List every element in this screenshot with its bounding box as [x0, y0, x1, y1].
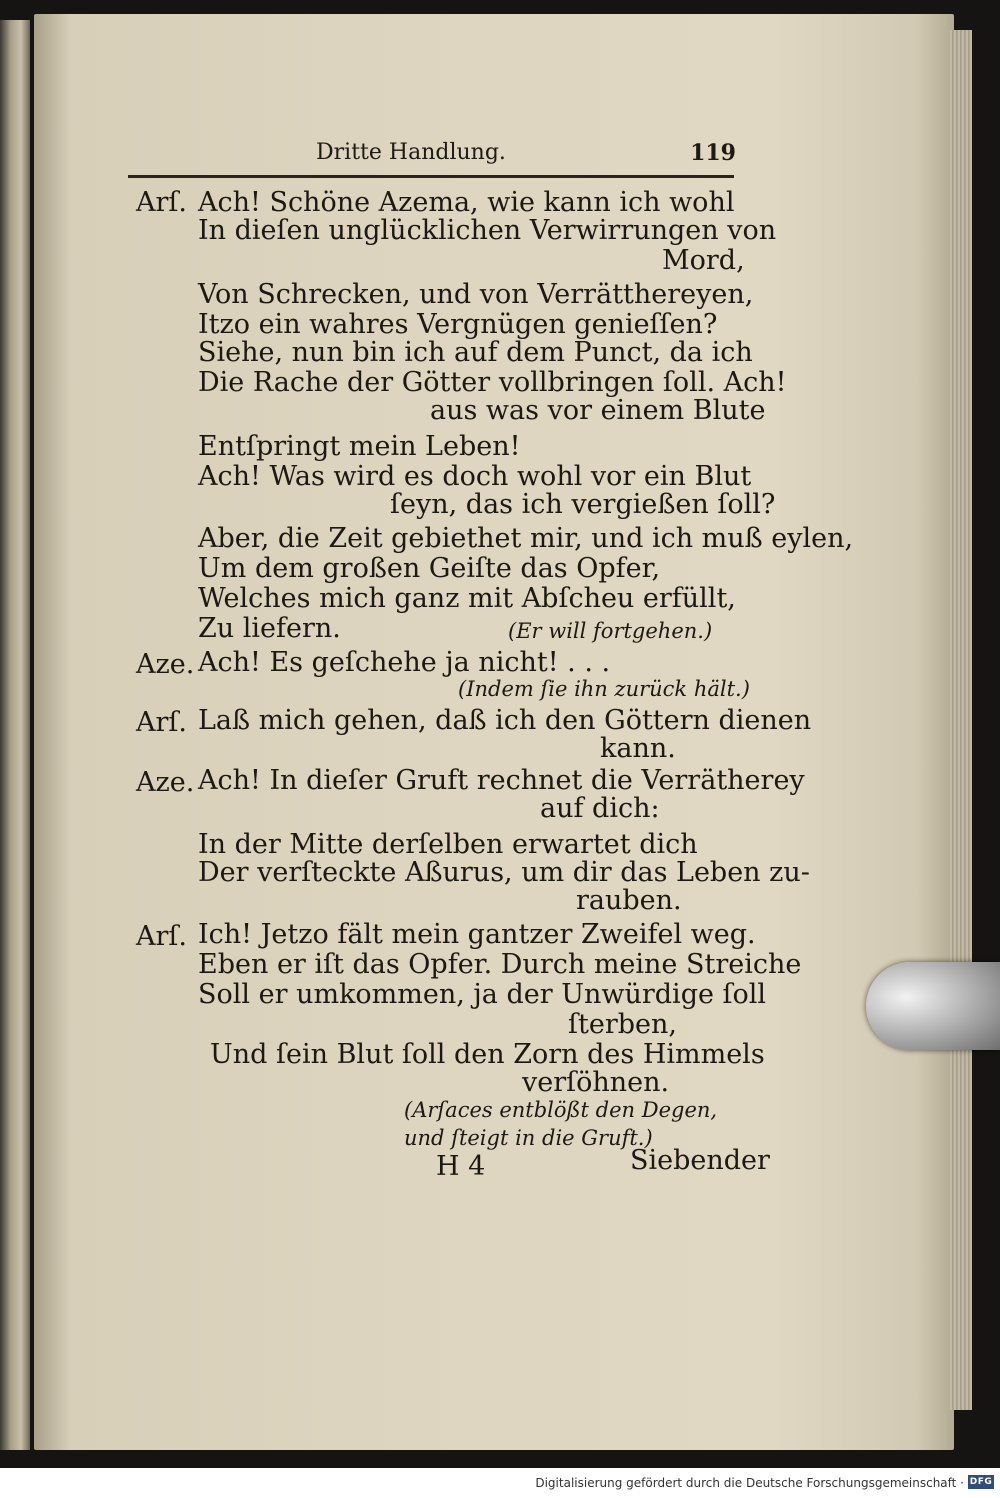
left-page-edge [0, 20, 30, 1450]
stage-direction: (Er will fortgehen.) [508, 619, 713, 643]
page-clip [866, 962, 1000, 1050]
verse-line: Entſpringt mein Leben! [198, 431, 521, 462]
speaker-label: Arſ. [136, 187, 187, 218]
stage-direction: (Indem ſie ihn zurück hält.) [458, 677, 750, 701]
verse-line: Ach! Es geſchehe ja nicht! . . . [198, 647, 611, 678]
verse-line: Aber, die Zeit gebiethet mir, und ich muß eylen, [198, 523, 854, 554]
verse-line: kann. [600, 733, 676, 764]
page-number: 119 [690, 140, 736, 166]
verse-line: Ach! Was wird es doch wohl vor ein Blut [198, 461, 752, 492]
running-title: Dritte Handlung. [316, 140, 506, 165]
verse-line: auf dich: [540, 793, 660, 824]
verse-line: aus was vor einem Blute [430, 395, 766, 426]
verse-line: Der verſteckte Aßurus, um dir das Leben zu- [198, 857, 810, 888]
verse-line: Und ſein Blut ſoll den Zorn des Himmels [210, 1039, 765, 1070]
speaker-label: Arſ. [136, 921, 187, 952]
verse-line: In der Mitte derſelben erwartet dich [198, 829, 698, 860]
verse-line: Welches mich ganz mit Abſcheu erfüllt, [198, 583, 736, 614]
running-head [316, 140, 736, 170]
verse-line: Zu liefern. [198, 613, 341, 644]
verse-line: Um dem großen Geiſte das Opfer, [198, 553, 661, 584]
page-stack-edge [950, 30, 972, 1410]
scan-credit-bar [0, 1468, 1000, 1498]
scan-credit: Digitalisierung gefördert durch die Deutsche Forschungsgemeinschaft · [535, 1476, 964, 1490]
speaker-label: Arſ. [136, 707, 187, 738]
verse-line: Siehe, nun bin ich auf dem Punct, da ich [198, 337, 753, 368]
verse-line: Ich! Jetzo fält mein gantzer Zweifel weg. [198, 919, 756, 950]
verse-line: In dieſen unglücklichen Verwirrungen von [198, 215, 777, 246]
verse-line: Itzo ein wahres Vergnügen genieſſen? [198, 309, 718, 340]
verse-line: verſöhnen. [522, 1067, 670, 1098]
verse-line: Eben er iſt das Opfer. Durch meine Streiche [198, 949, 802, 980]
dfg-logo: DFG [969, 1477, 993, 1487]
catchword: Siebender [630, 1145, 770, 1176]
stage-direction: (Arſaces entblößt den Degen, und ſteigt in die Gruft.) [404, 1098, 718, 1150]
speaker-label: Aze. [136, 767, 195, 798]
verse-line: Von Schrecken, und von Verrätthereyen, [198, 279, 754, 310]
verse-line: ſeyn, das ich vergießen ſoll? [390, 489, 776, 520]
signature-mark: H 4 [436, 1151, 486, 1182]
verse-line: rauben. [576, 885, 682, 916]
verse-line: Ach! In dieſer Gruft rechnet die Verrätherey [198, 765, 805, 796]
verse-line: Ach! Schöne Azema, wie kann ich wohl [198, 187, 735, 218]
verse-line: Die Rache der Götter vollbringen ſoll. Ach! [198, 367, 787, 398]
verse-line: Laß mich gehen, daß ich den Göttern dienen [198, 705, 812, 736]
verse-line: Soll er umkommen, ja der Unwürdige ſoll [198, 979, 767, 1010]
speaker-label: Aze. [136, 649, 195, 680]
verse-line: Mord, [662, 245, 745, 276]
header-rule [128, 175, 734, 178]
verse-line: ſterben, [568, 1009, 677, 1040]
